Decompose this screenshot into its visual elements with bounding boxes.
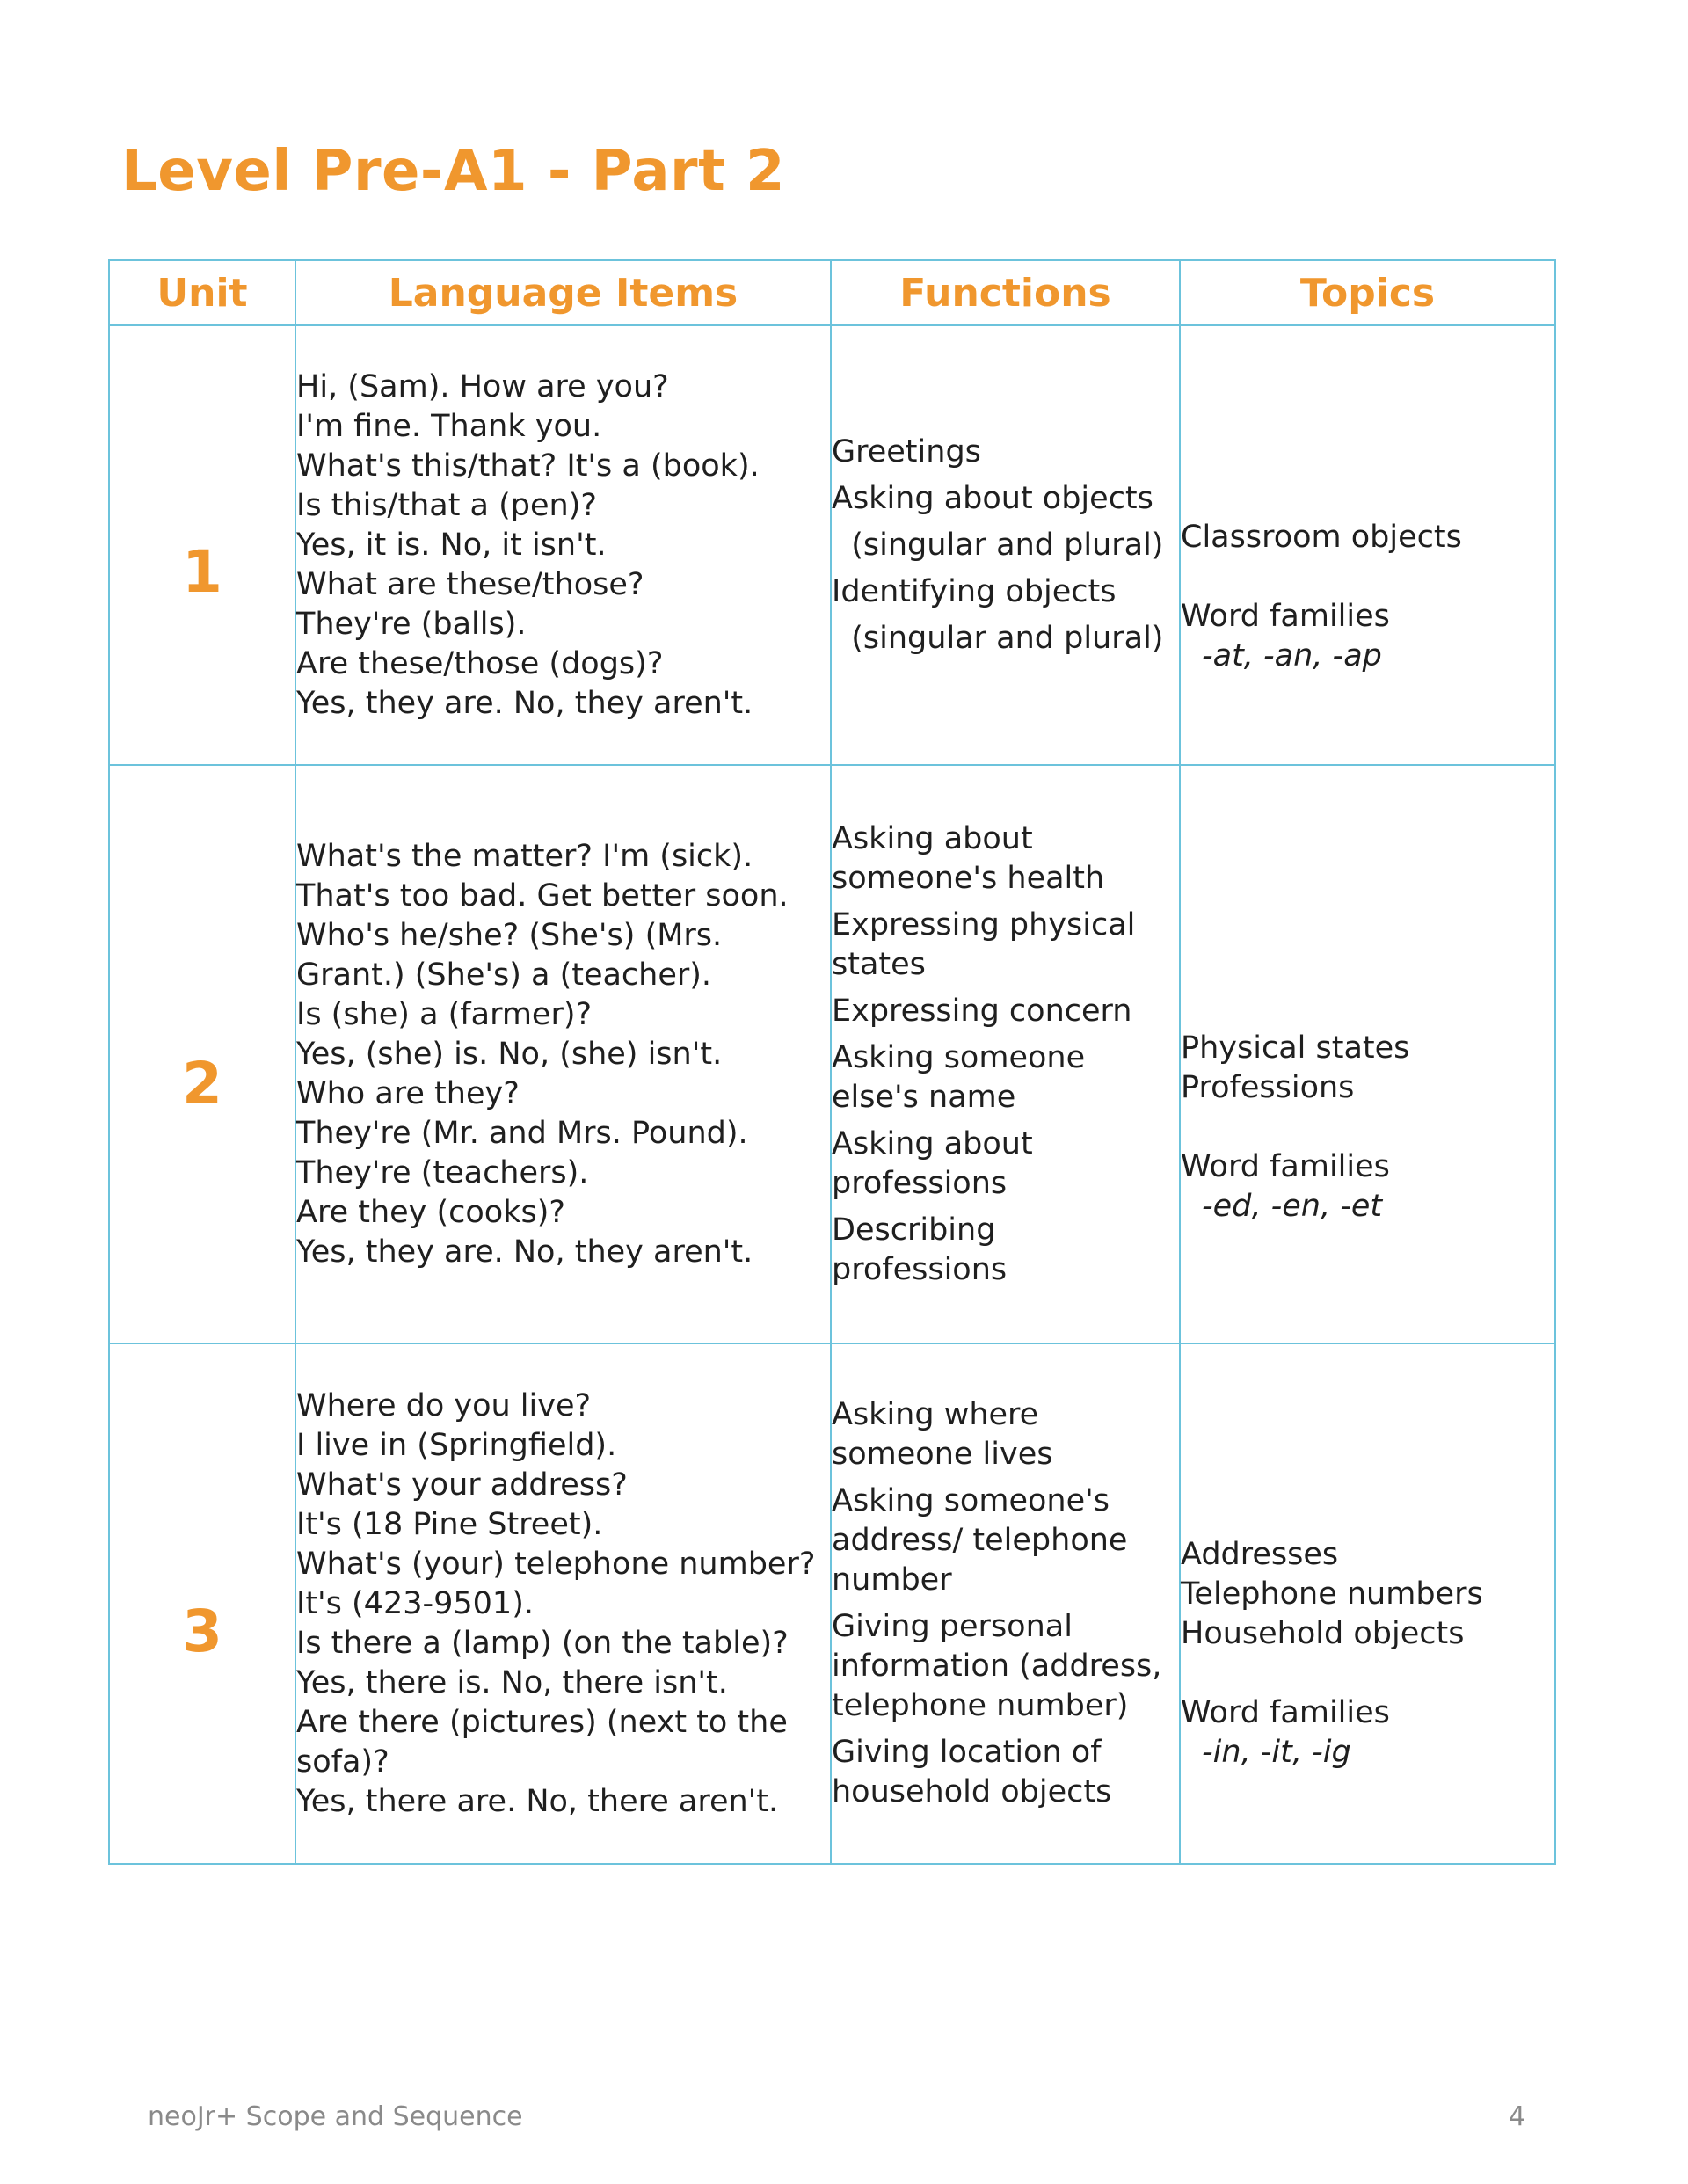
function-item: (singular and plural) bbox=[832, 527, 1164, 563]
unit-number: 3 bbox=[182, 1598, 222, 1665]
header-functions: Functions bbox=[831, 260, 1180, 325]
function-item: Giving location of household objects bbox=[832, 1735, 1112, 1809]
language-item: Yes, it is. No, it isn't. bbox=[296, 527, 607, 563]
language-item: They're (balls). bbox=[296, 606, 527, 642]
language-item: It's (18 Pine Street). bbox=[296, 1506, 603, 1542]
topic-item: Household objects bbox=[1181, 1616, 1465, 1651]
table-row bbox=[109, 1343, 1555, 1864]
topic-item: Addresses bbox=[1181, 1537, 1339, 1572]
language-item: Where do you live? bbox=[296, 1387, 592, 1423]
language-items-cell bbox=[295, 325, 831, 765]
functions-cell bbox=[831, 325, 1180, 765]
language-items-cell bbox=[295, 765, 831, 1343]
word-families-endings: -in, -it, -ig bbox=[1202, 1735, 1351, 1770]
word-families-label: Word families bbox=[1181, 599, 1390, 634]
language-item: Who are they? bbox=[296, 1075, 520, 1111]
language-item: Hi, (Sam). How are you? bbox=[296, 368, 669, 404]
scope-sequence-table bbox=[108, 259, 1556, 1865]
functions-cell bbox=[831, 1343, 1180, 1864]
word-families-endings: -ed, -en, -et bbox=[1202, 1188, 1383, 1224]
topics-cell bbox=[1180, 1343, 1555, 1864]
function-item: Expressing concern bbox=[832, 993, 1132, 1029]
topic-item: Physical states bbox=[1181, 1030, 1410, 1066]
language-item: Are there (pictures) (next to the sofa)? bbox=[296, 1704, 788, 1780]
language-item: Is this/that a (pen)? bbox=[296, 487, 597, 523]
table-row bbox=[109, 325, 1555, 765]
function-item: Giving personal information (address, telephone number) bbox=[832, 1609, 1162, 1723]
word-families-label: Word families bbox=[1181, 1695, 1390, 1730]
function-item: Asking someone's address/ telephone number bbox=[832, 1483, 1128, 1598]
unit-cell bbox=[109, 325, 295, 765]
language-item: What are these/those? bbox=[296, 566, 644, 602]
footer-document-title: neoJr+ Scope and Sequence bbox=[148, 2101, 523, 2132]
language-item: What's your address? bbox=[296, 1467, 628, 1503]
language-item: Yes, they are. No, they aren't. bbox=[296, 1234, 753, 1270]
functions-cell bbox=[831, 765, 1180, 1343]
unit-cell bbox=[109, 1343, 295, 1864]
language-item: Yes, there are. No, there aren't. bbox=[296, 1783, 779, 1819]
header-language-items: Language Items bbox=[295, 260, 831, 325]
language-item: Yes, there is. No, there isn't. bbox=[296, 1664, 728, 1700]
language-item: Is (she) a (farmer)? bbox=[296, 996, 593, 1032]
language-item: Are they (cooks)? bbox=[296, 1194, 565, 1230]
topic-item: Classroom objects bbox=[1181, 520, 1462, 555]
header-unit: Unit bbox=[109, 260, 295, 325]
language-item: What's (your) telephone number? bbox=[296, 1546, 816, 1582]
word-families-label: Word families bbox=[1181, 1148, 1390, 1184]
topic-item: Telephone numbers bbox=[1181, 1576, 1483, 1612]
topics-cell bbox=[1180, 325, 1555, 765]
language-item: They're (Mr. and Mrs. Pound). bbox=[296, 1115, 748, 1151]
language-item: I live in (Springfield). bbox=[296, 1427, 617, 1463]
page-title: Level Pre-A1 - Part 2 bbox=[121, 139, 785, 204]
language-item: They're (teachers). bbox=[296, 1154, 589, 1190]
unit-cell bbox=[109, 765, 295, 1343]
function-item: Describing professions bbox=[832, 1212, 1008, 1287]
function-item: Asking about someone's health bbox=[832, 820, 1105, 896]
language-item: What's the matter? I'm (sick). bbox=[296, 838, 753, 874]
function-item: Asking someone else's name bbox=[832, 1039, 1086, 1115]
language-item: That's too bad. Get better soon. bbox=[296, 877, 789, 914]
topic-item: Professions bbox=[1181, 1069, 1355, 1105]
language-item: Who's he/she? (She's) (Mrs. Grant.) (She's) a (teacher). bbox=[296, 917, 723, 993]
language-items-cell bbox=[295, 1343, 831, 1864]
table-row bbox=[109, 765, 1555, 1343]
table-header-row bbox=[109, 260, 1555, 325]
function-item: Greetings bbox=[832, 433, 981, 470]
function-item: Asking about objects bbox=[832, 480, 1153, 516]
word-families-endings: -at, -an, -ap bbox=[1202, 638, 1382, 673]
unit-number: 1 bbox=[182, 538, 222, 606]
function-item: Asking about professions bbox=[832, 1125, 1033, 1201]
topics-cell bbox=[1180, 765, 1555, 1343]
language-item: What's this/that? It's a (book). bbox=[296, 448, 760, 484]
function-item: Asking where someone lives bbox=[832, 1397, 1053, 1472]
language-item: Are these/those (dogs)? bbox=[296, 645, 664, 681]
language-item: It's (423-9501). bbox=[296, 1585, 534, 1621]
function-item: Expressing physical states bbox=[832, 906, 1136, 982]
language-item: Yes, (she) is. No, (she) isn't. bbox=[296, 1036, 723, 1072]
language-item: I'm fine. Thank you. bbox=[296, 408, 602, 444]
unit-number: 2 bbox=[182, 1050, 222, 1117]
header-topics: Topics bbox=[1180, 260, 1555, 325]
function-item: Identifying objects bbox=[832, 573, 1117, 609]
language-item: Is there a (lamp) (on the table)? bbox=[296, 1625, 789, 1661]
language-item: Yes, they are. No, they aren't. bbox=[296, 685, 753, 721]
page-number: 4 bbox=[1509, 2101, 1526, 2132]
function-item: (singular and plural) bbox=[832, 620, 1164, 656]
